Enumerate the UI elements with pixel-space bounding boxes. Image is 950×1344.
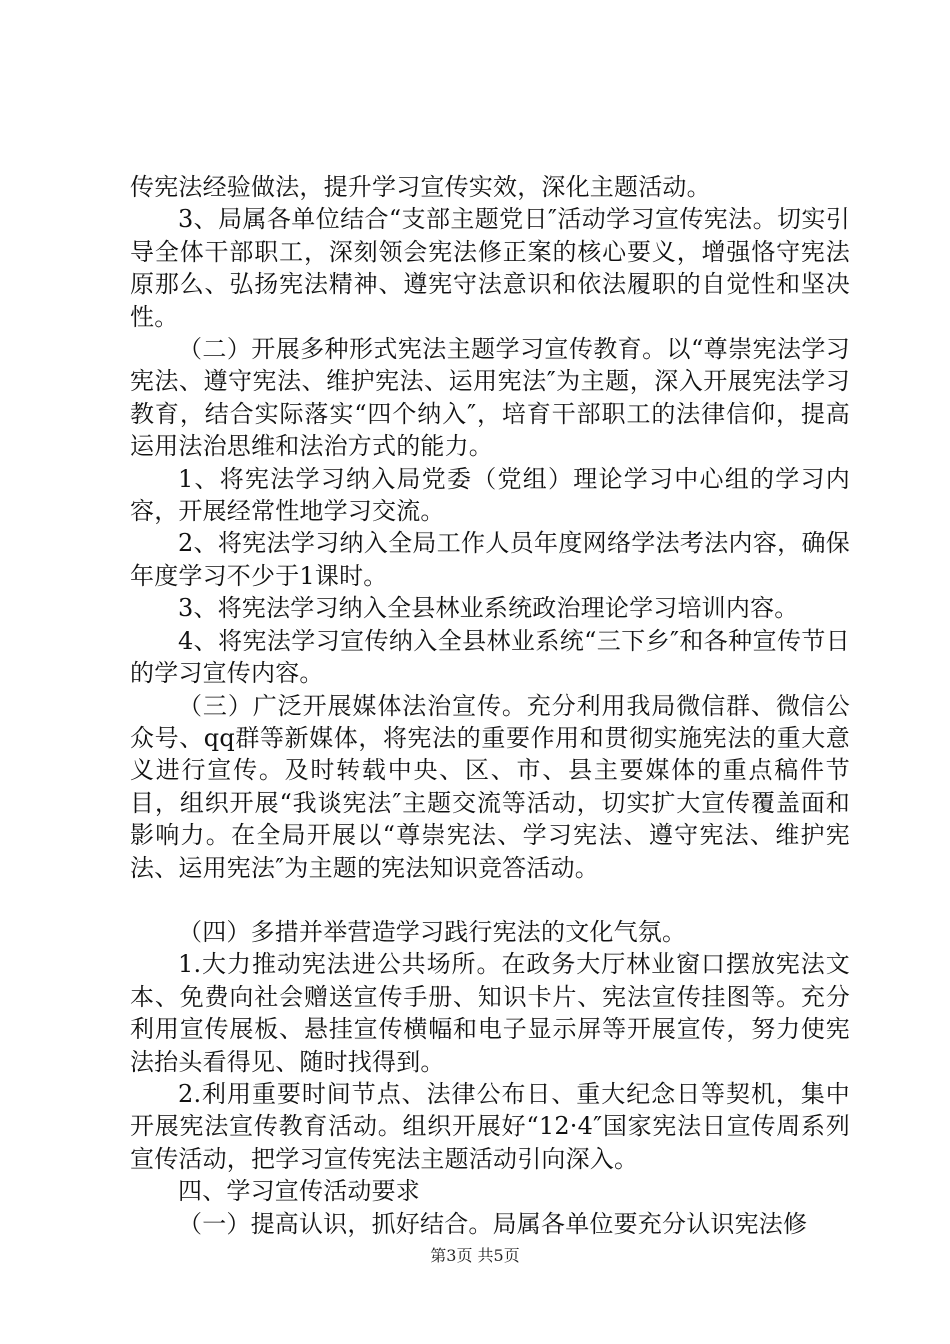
paragraph-item-2-online-study: 2、将宪法学习纳入全局工作人员年度网络学法考法内容，确保年度学习不少于1课时。 <box>130 529 850 590</box>
document-body <box>130 171 850 1240</box>
paragraph-section-2: （二）开展多种形式宪法主题学习宣传教育。以“尊崇宪法学习宪法、遵守宪法、维护宪法、运用宪法″为主题，深入开展宪法学习教育，结合实际落实“四个纳入″，培育干部职工的法律信仰，提高运用法治思维和法治方式的能力。 <box>130 335 850 461</box>
paragraph-requirement-1: （一）提高认识，抓好结合。局属各单位要充分认识宪法修 <box>178 1209 808 1238</box>
paragraph-continuation: 传宪法经验做法，提升学习宣传实效，深化主题活动。 <box>130 173 711 201</box>
paragraph-item-3-training: 3、将宪法学习纳入全县林业系统政治理论学习培训内容。 <box>178 594 799 623</box>
paragraph-item-3-party-day: 3、局属各单位结合“支部主题党日″活动学习宣传宪法。切实引导全体干部职工，深刻领会宪法修正案的核心要义，增强恪守宪法原那么、弘扬宪法精神、遵宪守法意识和依法履职的自觉性和坚决性。 <box>130 205 850 331</box>
paragraph-item-4-publicity: 4、将宪法学习宣传纳入全县林业系统“三下乡″和各种宣传节日的学习宣传内容。 <box>130 626 850 688</box>
paragraph-section-4-culture: （四）多措并举营造学习践行宪法的文化气氛。 <box>178 917 687 946</box>
page-number-footer: 第3页 共5页 <box>430 1246 520 1265</box>
paragraph-item-1-study-group: 1、将宪法学习纳入局党委（党组）理论学习中心组的学习内容，开展经常性地学习交流。 <box>130 464 850 526</box>
paragraph-section-3-media: （三）广泛开展媒体法治宣传。充分利用我局微信群、微信公众号、qq群等新媒体，将宪法的重要作用和贯彻实施宪法的重大意义进行宣传。及时转载中央、区、市、县主要媒体的重点稿件节目，组织开展“我谈宪法″主题交流等活动，切实扩大宣传覆盖面和影响力。在全局开展以“尊崇宪法、学习宪法、遵守宪法、维护宪法、运用宪法″为主题的宪法知识竞答活动。 <box>130 691 850 882</box>
heading-activity-requirements: 四、学习宣传活动要求 <box>178 1177 420 1206</box>
paragraph-item-1-public-places: 1.大力推动宪法进公共场所。在政务大厅林业窗口摆放宪法文本、免费向社会赠送宣传手册、知识卡片、宪法宣传挂图等。充分利用宣传展板、悬挂宣传横幅和电子显示屏等开展宣传，努力使宪法抬头看得见、随时找得到。 <box>130 950 850 1076</box>
paragraph-item-2-key-dates: 2.利用重要时间节点、法律公布日、重大纪念日等契机，集中开展宪法宣传教育活动。组织开展好“12·4″国家宪法日宣传周系列宣传活动，把学习宣传宪法主题活动引向深入。 <box>130 1079 850 1173</box>
